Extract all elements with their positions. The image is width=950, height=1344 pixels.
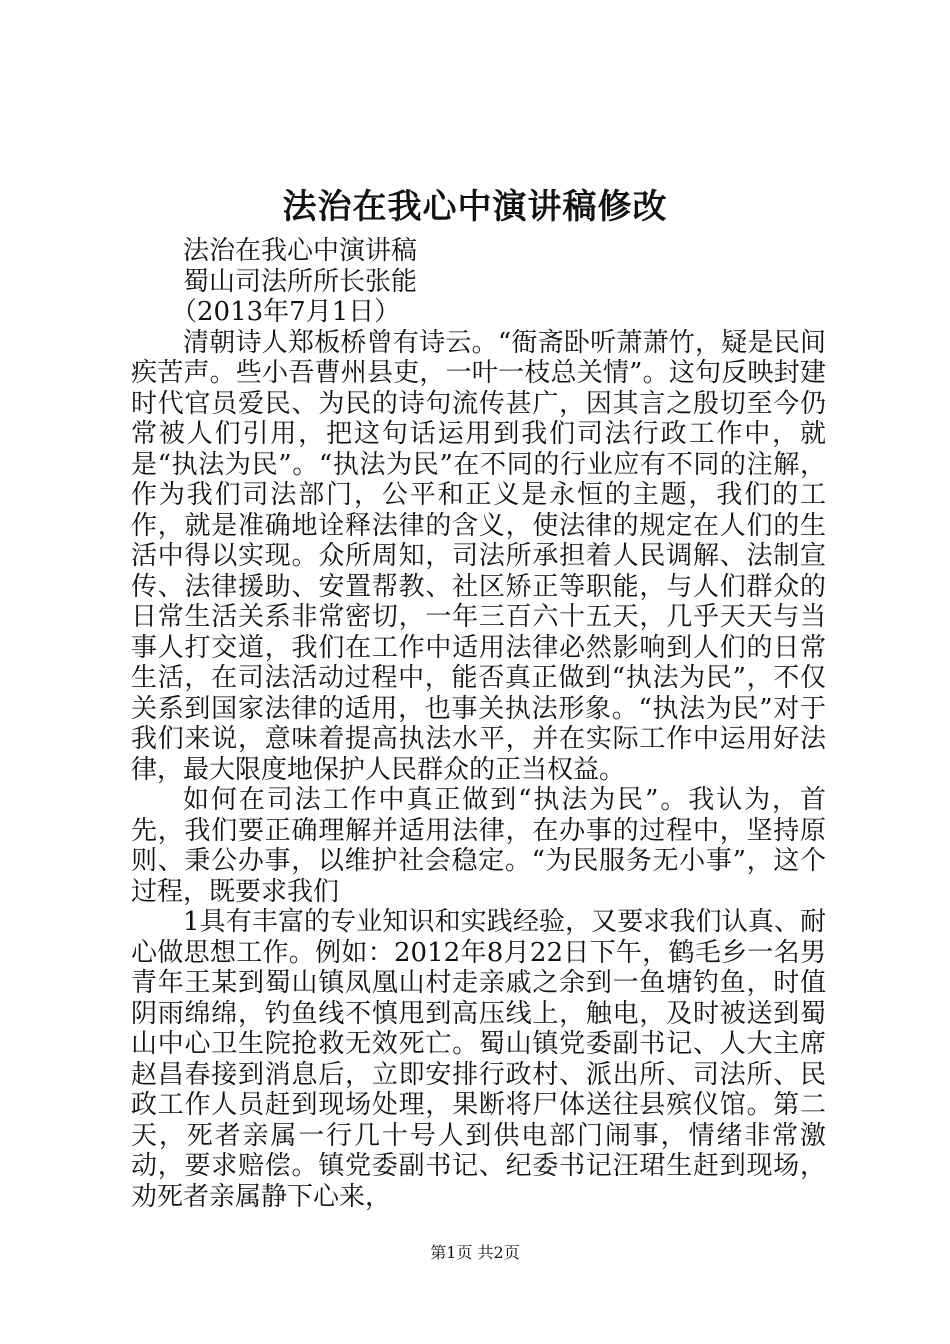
speech-subtitle: 法治在我心中演讲稿 (183, 236, 418, 266)
paragraph: 1具有丰富的专业知识和实践经验，又要求我们认真、耐心做思想工作。例如：2012年8月22日下午，鹤毛乡一名男青年王某到蜀山镇凤凰山村走亲戚之余到一鱼塘钓鱼，时值阴雨绵绵，钓鱼线不慎甩到高压线上，触电，及时被送到蜀山中心卫生院抢救无效死亡。蜀山镇党委副书记、人大主席赵昌春接到消息后，立即安排行政村、派出所、司法所、民政工作人员赶到现场处理，果断将尸体送往县殡仪馆。第二天，死者亲属一行几十号人到供电部门闹事，情绪非常激动，要求赔偿。镇党委副书记、纪委书记汪珺生赶到现场，劝死者亲属静下心来， (131, 907, 826, 1212)
document-title: 法治在我心中演讲稿修改 (282, 187, 668, 227)
page-footer: 第1页 共2页 (430, 1243, 520, 1262)
document-body (131, 236, 826, 1212)
paragraph: 如何在司法工作中真正做到“执法为民”。我认为，首先，我们要正确理解并适用法律，在办事的过程中，坚持原则、秉公办事，以维护社会稳定。“为民服务无小事”，这个过程，既要求我们 (131, 785, 826, 907)
paragraph: 清朝诗人郑板桥曾有诗云。“衙斋卧听萧萧竹，疑是民间疾苦声。些小吾曹州县吏，一叶一枝总关情”。这句反映封建时代官员爱民、为民的诗句流传甚广，因其言之殷切至今仍常被人们引用，把这句话运用到我们司法行政工作中，就是“执法为民”。“执法为民”在不同的行业应有不同的注解，作为我们司法部门，公平和正义是永恒的主题，我们的工作，就是准确地诠释法律的含义，使法律的规定在人们的生活中得以实现。众所周知，司法所承担着人民调解、法制宣传、法律援助、安置帮教、社区矫正等职能，与人们群众的日常生活关系非常密切，一年三百六十五天，几乎天天与当事人打交道，我们在工作中适用法律必然影响到人们的日常生活，在司法活动过程中，能否真正做到“执法为民”，不仅关系到国家法律的适用，也事关执法形象。“执法为民”对于我们来说，意味着提高执法水平，并在实际工作中运用好法律，最大限度地保护人民群众的正当权益。 (131, 327, 826, 785)
speech-date: （2013年7月1日） (171, 297, 401, 327)
speech-author: 蜀山司法所所长张能 (183, 266, 418, 297)
